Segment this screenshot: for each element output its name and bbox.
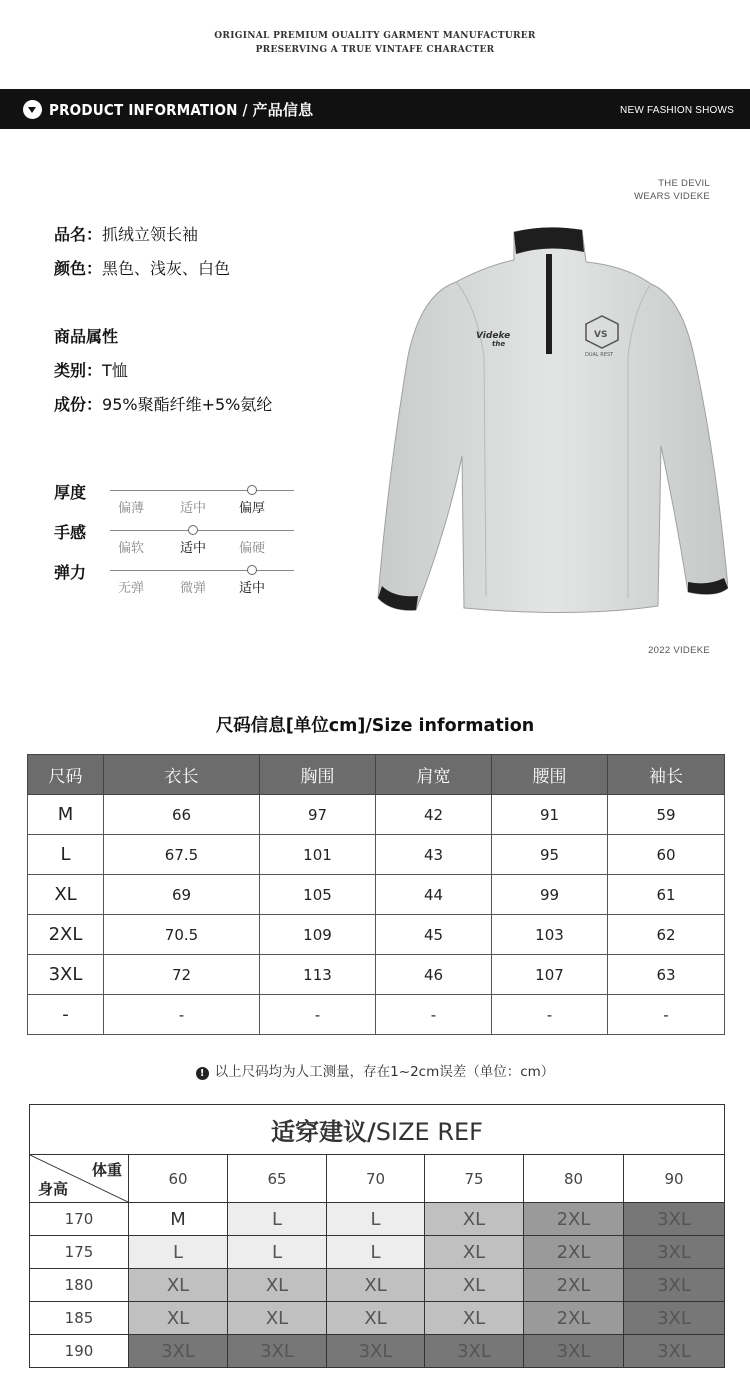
size-cell: 62: [608, 915, 725, 955]
product-info-banner: [0, 89, 750, 129]
spec-name-label: 品名：: [54, 225, 103, 244]
shirt-badge-text: VS: [594, 330, 608, 340]
weight-header: 70: [327, 1155, 425, 1203]
size-cell: -: [608, 995, 725, 1035]
size-cell: 42: [376, 795, 492, 835]
weight-header: 90: [624, 1155, 725, 1203]
spec-name-value: 抓绒立领长袖: [102, 225, 199, 244]
size-cell: 61: [608, 875, 725, 915]
scale-indicator: [188, 525, 198, 535]
exclamation-icon: !: [196, 1067, 209, 1080]
scale-option: 适中: [179, 541, 206, 556]
recommended-size-cell: 3XL: [624, 1236, 725, 1269]
weight-header: 75: [425, 1155, 524, 1203]
size-cell: -: [28, 995, 104, 1035]
recommended-size-cell: 2XL: [524, 1269, 624, 1302]
size-cell: 109: [260, 915, 376, 955]
size-cell: 101: [260, 835, 376, 875]
banner-title: PRODUCT INFORMATION / 产品信息: [49, 101, 314, 119]
size-cell: 2XL: [28, 915, 104, 955]
size-ref-row: [30, 1203, 725, 1236]
weight-header: 65: [228, 1155, 327, 1203]
corner-tag-bottom: 2022 VIDEKE: [648, 645, 710, 656]
height-cell: 175: [30, 1236, 129, 1269]
size-cell: 105: [260, 875, 376, 915]
spec-category-value: T恤: [102, 361, 128, 380]
shirt-badge-caption: DUAL REST: [585, 352, 614, 358]
recommended-size-cell: 2XL: [524, 1203, 624, 1236]
scale-option: 无弹: [117, 581, 144, 596]
weight-header: 80: [524, 1155, 624, 1203]
size-ref-row: [30, 1269, 725, 1302]
size-cell: 45: [376, 915, 492, 955]
recommended-size-cell: 3XL: [425, 1335, 524, 1368]
scale-indicator: [247, 485, 257, 495]
height-cell: 180: [30, 1269, 129, 1302]
recommended-size-cell: L: [327, 1236, 425, 1269]
size-cell: M: [28, 795, 104, 835]
scale-option: 微弹: [179, 581, 206, 596]
recommended-size-cell: 3XL: [524, 1335, 624, 1368]
recommended-size-cell: XL: [228, 1302, 327, 1335]
recommended-size-cell: 3XL: [327, 1335, 425, 1368]
recommended-size-cell: L: [129, 1236, 228, 1269]
weight-header: 60: [129, 1155, 228, 1203]
size-ref-row: [30, 1335, 725, 1368]
scale-option: 偏硬: [238, 541, 265, 556]
corner-height-label: 身高: [38, 1180, 69, 1198]
size-cell: 69: [104, 875, 260, 915]
recommended-size-cell: 3XL: [624, 1203, 725, 1236]
size-ref-corner: [30, 1155, 129, 1203]
size-row: [28, 915, 725, 955]
recommended-size-cell: 3XL: [624, 1302, 725, 1335]
shirt-brand-sub: the: [492, 340, 506, 348]
size-cell: 67.5: [104, 835, 260, 875]
size-cell: L: [28, 835, 104, 875]
header-tagline-2: PRESERVING A TRUE VINTAFE CHARACTER: [255, 45, 495, 55]
spec-category: [54, 358, 128, 381]
spec-attr-heading: [54, 324, 118, 347]
size-row: [28, 995, 725, 1035]
size-ref-title-light: SIZE REF: [375, 1118, 483, 1146]
size-cell: -: [260, 995, 376, 1035]
size-cell: 44: [376, 875, 492, 915]
recommended-size-cell: L: [228, 1236, 327, 1269]
spec-material-label: 成份：: [54, 395, 103, 414]
size-cell: 72: [104, 955, 260, 995]
recommended-size-cell: L: [228, 1203, 327, 1236]
spec-name: [54, 222, 198, 245]
size-cell: 95: [492, 835, 608, 875]
note-text: 以上尺码均为人工测量，存在1~2cm误差（单位：cm）: [214, 1064, 555, 1080]
recommended-size-cell: XL: [327, 1269, 425, 1302]
size-cell: 43: [376, 835, 492, 875]
size-cell: 99: [492, 875, 608, 915]
spec-category-label: 类别：: [54, 361, 103, 380]
size-table-header-row: [28, 755, 725, 795]
size-ref-table: [29, 1104, 725, 1368]
size-col-header: 尺码: [28, 755, 104, 795]
size-ref-row: [30, 1236, 725, 1269]
size-row: [28, 955, 725, 995]
recommended-size-cell: XL: [129, 1302, 228, 1335]
scale-option: 偏软: [117, 541, 144, 556]
recommended-size-cell: 2XL: [524, 1302, 624, 1335]
scale-option: 适中: [179, 501, 206, 516]
size-cell: 103: [492, 915, 608, 955]
recommended-size-cell: 3XL: [129, 1335, 228, 1368]
size-col-header: 肩宽: [376, 755, 492, 795]
corner-weight-label: 体重: [91, 1161, 122, 1179]
scale-option: 偏厚: [238, 501, 265, 516]
size-cell: XL: [28, 875, 104, 915]
scale-indicator: [247, 565, 257, 575]
size-cell: 70.5: [104, 915, 260, 955]
scale-track: [110, 530, 294, 531]
spec-material-value: 95%聚酯纤维+5%氨纶: [102, 395, 273, 414]
header-tagline-1: ORIGINAL PREMIUM OUALITY GARMENT MANUFACTURER: [214, 31, 536, 41]
height-cell: 185: [30, 1302, 129, 1335]
size-row: [28, 875, 725, 915]
size-ref-row: [30, 1302, 725, 1335]
size-cell: 97: [260, 795, 376, 835]
corner-tag-top: [634, 177, 710, 203]
recommended-size-cell: 3XL: [228, 1335, 327, 1368]
shirt-image: [376, 226, 728, 616]
size-cell: 107: [492, 955, 608, 995]
recommended-size-cell: XL: [425, 1302, 524, 1335]
size-cell: -: [376, 995, 492, 1035]
recommended-size-cell: XL: [425, 1203, 524, 1236]
size-cell: 3XL: [28, 955, 104, 995]
size-cell: 113: [260, 955, 376, 995]
tag-line-2: WEARS VIDEKE: [634, 191, 710, 202]
size-cell: 46: [376, 955, 492, 995]
size-cell: 91: [492, 795, 608, 835]
size-cell: -: [104, 995, 260, 1035]
recommended-size-cell: 3XL: [624, 1335, 725, 1368]
scale-track: [110, 570, 294, 571]
spec-color-label: 颜色：: [54, 259, 103, 278]
size-col-header: 衣长: [104, 755, 260, 795]
attr-heading: 商品属性: [54, 327, 119, 346]
scale-label: 手感: [54, 523, 87, 542]
recommended-size-cell: XL: [425, 1269, 524, 1302]
scale-label: 厚度: [54, 483, 87, 502]
shirt-brand-text: Videke: [476, 331, 511, 341]
recommended-size-cell: XL: [327, 1302, 425, 1335]
recommended-size-cell: 3XL: [624, 1269, 725, 1302]
recommended-size-cell: 2XL: [524, 1236, 624, 1269]
size-info-table: [27, 754, 725, 1035]
recommended-size-cell: XL: [129, 1269, 228, 1302]
size-cell: 63: [608, 955, 725, 995]
size-info-title: 尺码信息[单位cm]/Size information: [215, 716, 535, 736]
size-cell: 60: [608, 835, 725, 875]
size-ref-header-row: [30, 1155, 725, 1203]
height-cell: 170: [30, 1203, 129, 1236]
tag-line-1: THE DEVIL: [658, 178, 710, 189]
recommended-size-cell: XL: [425, 1236, 524, 1269]
recommended-size-cell: M: [129, 1203, 228, 1236]
size-row: [28, 835, 725, 875]
scale-option: 适中: [238, 581, 265, 596]
recommended-size-cell: XL: [228, 1269, 327, 1302]
size-row: [28, 795, 725, 835]
height-cell: 190: [30, 1335, 129, 1368]
scale-label: 弹力: [54, 563, 87, 582]
chevron-down-icon: [23, 100, 42, 119]
banner-right-text: NEW FASHION SHOWS: [620, 105, 734, 116]
size-ref-title: [30, 1105, 725, 1155]
size-cell: 66: [104, 795, 260, 835]
spec-color-value: 黑色、浅灰、白色: [102, 259, 231, 278]
recommended-size-cell: L: [327, 1203, 425, 1236]
size-col-header: 袖长: [608, 755, 725, 795]
scale-track: [110, 490, 294, 491]
spec-material: [54, 392, 272, 415]
scale-option: 偏薄: [117, 501, 144, 516]
size-cell: -: [492, 995, 608, 1035]
size-cell: 59: [608, 795, 725, 835]
size-ref-title-bold: 适穿建议/: [271, 1118, 376, 1146]
spec-color: [54, 256, 230, 279]
size-col-header: 腰围: [492, 755, 608, 795]
measurement-note: [0, 1060, 750, 1080]
size-col-header: 胸围: [260, 755, 376, 795]
